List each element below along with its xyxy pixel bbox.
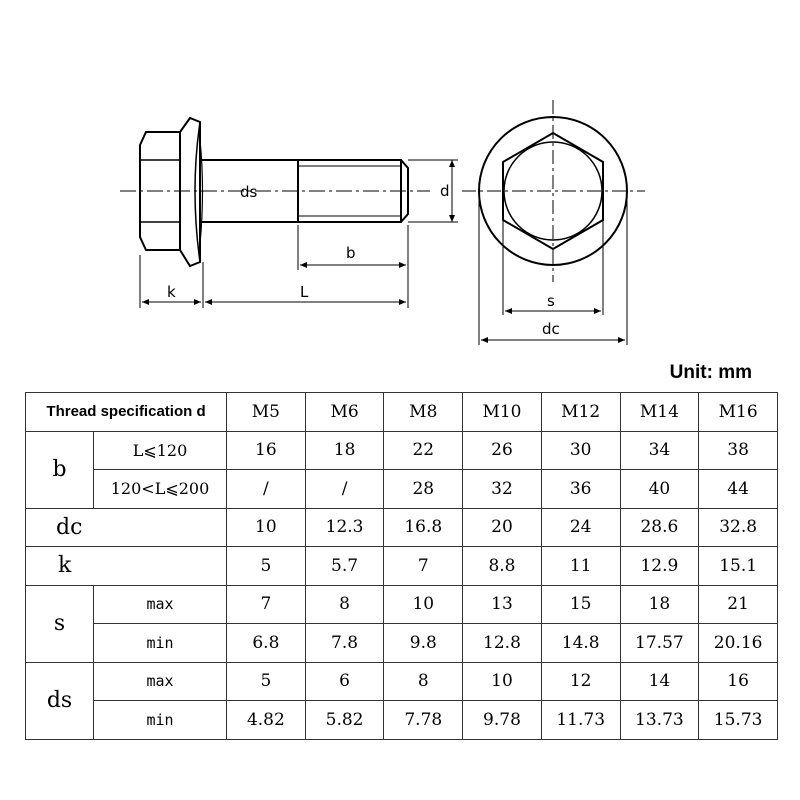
label-b: b [346,244,356,262]
unit-label: Unit: mm [669,362,752,383]
table-row [26,662,778,701]
value-cell: 16 [699,662,778,701]
value-cell: 26 [463,431,542,470]
row-label-ds: ds [26,662,94,739]
spec-table [25,392,778,740]
value-cell: 11.73 [541,701,620,740]
value-cell: 15.1 [699,547,778,586]
value-cell: 9.78 [463,701,542,740]
value-cell: 30 [541,431,620,470]
label-d: d [440,182,450,200]
value-cell: 36 [541,470,620,509]
value-cell: 10 [463,662,542,701]
value-cell: 6.8 [227,624,306,663]
row-label-s: s [26,585,94,662]
table-row [26,470,778,509]
value-cell: 12.3 [305,508,384,547]
value-cell: 7 [227,585,306,624]
value-cell: 4.82 [227,701,306,740]
value-cell: 7.8 [305,624,384,663]
value-cell: 10 [227,508,306,547]
table-row [26,431,778,470]
value-cell: 20 [463,508,542,547]
value-cell: 24 [541,508,620,547]
value-cell: 15 [541,585,620,624]
value-cell: 11 [541,547,620,586]
value-cell: 9.8 [384,624,463,663]
value-cell: 6 [305,662,384,701]
value-cell: 15.73 [699,701,778,740]
value-cell: 10 [384,585,463,624]
value-cell: 34 [620,431,699,470]
value-cell: 8 [384,662,463,701]
value-cell: 7 [384,547,463,586]
sub-label: max [94,662,227,701]
value-cell: 40 [620,470,699,509]
size-cell: M16 [699,393,778,432]
size-cell: M12 [541,393,620,432]
value-cell: / [305,470,384,509]
row-label-dc: dc [26,508,227,547]
value-cell: 16.8 [384,508,463,547]
value-cell: 16 [227,431,306,470]
value-cell: / [227,470,306,509]
sub-label: min [94,624,227,663]
value-cell: 21 [699,585,778,624]
value-cell: 13.73 [620,701,699,740]
value-cell: 18 [305,431,384,470]
label-dc: dc [542,320,560,338]
value-cell: 14.8 [541,624,620,663]
value-cell: 17.57 [620,624,699,663]
table-row [26,624,778,663]
value-cell: 5 [227,662,306,701]
value-cell: 12.9 [620,547,699,586]
value-cell: 32 [463,470,542,509]
value-cell: 12.8 [463,624,542,663]
size-cell: M5 [227,393,306,432]
value-cell: 14 [620,662,699,701]
label-ds: ds [240,183,258,201]
value-cell: 5.7 [305,547,384,586]
size-cell: M8 [384,393,463,432]
value-cell: 5 [227,547,306,586]
value-cell: 28 [384,470,463,509]
sub-label: 120<L⩽200 [94,470,227,509]
header-row [26,393,778,432]
value-cell: 20.16 [699,624,778,663]
value-cell: 7.78 [384,701,463,740]
value-cell: 32.8 [699,508,778,547]
size-cell: M10 [463,393,542,432]
value-cell: 8.8 [463,547,542,586]
value-cell: 13 [463,585,542,624]
sub-label: L⩽120 [94,431,227,470]
bolt-drawing [0,0,800,370]
size-cell: M6 [305,393,384,432]
label-L: L [300,283,309,301]
value-cell: 22 [384,431,463,470]
value-cell: 38 [699,431,778,470]
bolt-side-view [120,118,430,266]
value-cell: 18 [620,585,699,624]
value-cell: 44 [699,470,778,509]
table-row [26,547,778,586]
value-cell: 8 [305,585,384,624]
row-label-b: b [26,431,94,508]
size-cell: M14 [620,393,699,432]
value-cell: 12 [541,662,620,701]
label-k: k [167,283,176,301]
table-row [26,701,778,740]
row-label-k: k [26,547,227,586]
table-row [26,508,778,547]
sub-label: max [94,585,227,624]
sub-label: min [94,701,227,740]
value-cell: 28.6 [620,508,699,547]
value-cell: 5.82 [305,701,384,740]
header-label: Thread specification d [26,393,227,432]
table-row [26,585,778,624]
label-s: s [547,292,555,310]
